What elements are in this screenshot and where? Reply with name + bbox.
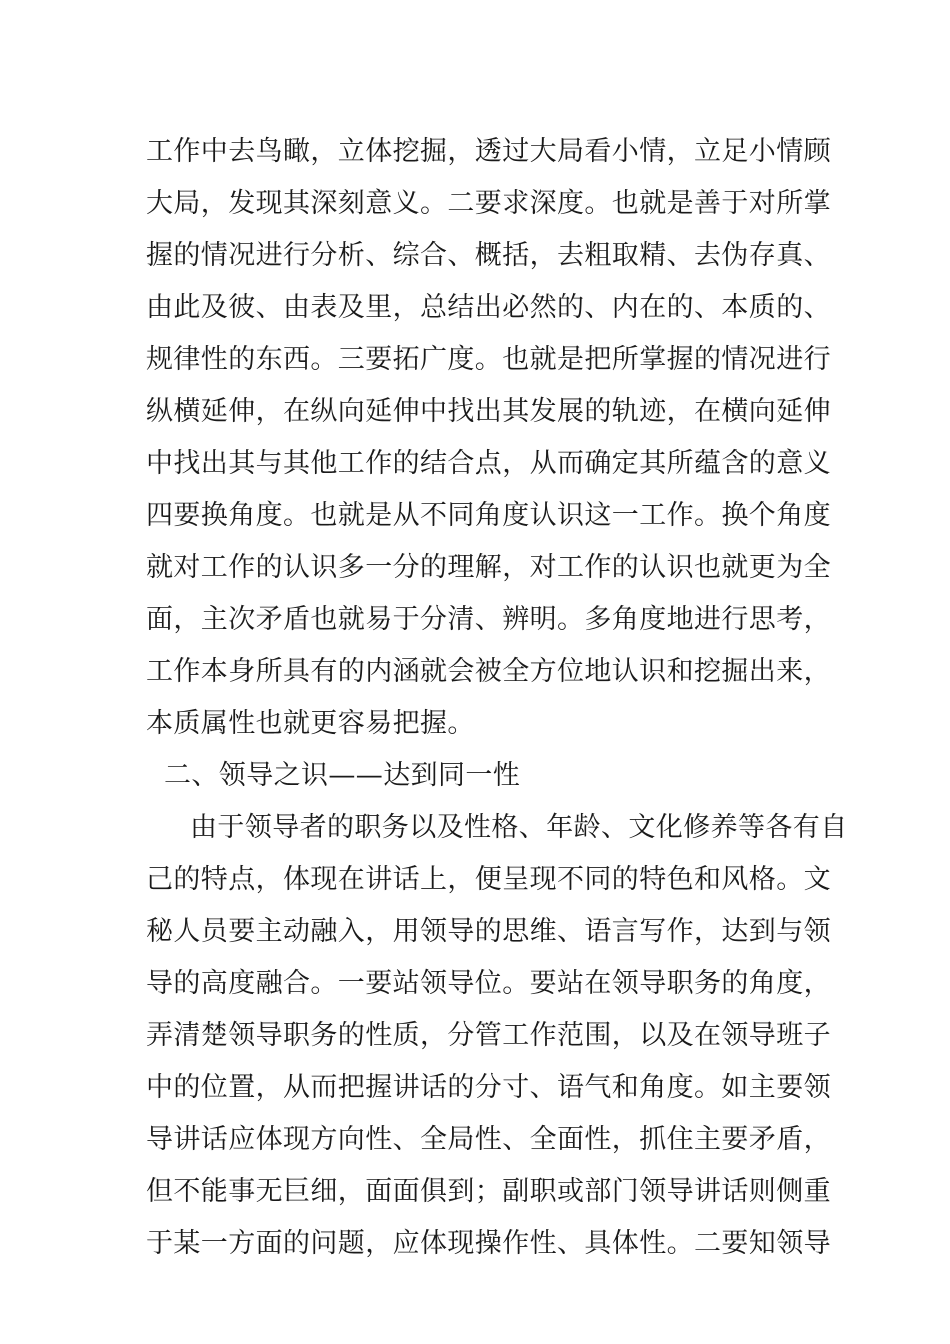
- text-line-18: 弄清楚领导职务的性质，分管工作范围，以及在领导班子: [146, 1020, 831, 1051]
- text-line-17: 导的高度融合。一要站领导位。要站在领导职务的角度，: [146, 968, 831, 999]
- text-line-10: 面，主次矛盾也就易于分清、辨明。多角度地进行思考，: [146, 604, 831, 635]
- text-line-14: 由于领导者的职务以及性格、年龄、文化修养等各有自: [190, 812, 848, 843]
- text-line-9: 就对工作的认识多一分的理解，对工作的认识也就更为全: [146, 552, 831, 583]
- text-line-15: 己的特点，体现在讲话上，便呈现不同的特色和风格。文: [146, 864, 831, 895]
- text-line-21: 但不能事无巨细，面面俱到；副职或部门领导讲话则侧重: [146, 1176, 831, 1207]
- text-line-22: 于某一方面的问题，应体现操作性、具体性。二要知领导: [146, 1228, 831, 1259]
- section-heading: 二、领导之识——达到同一性: [164, 760, 521, 791]
- text-line-2: 大局，发现其深刻意义。二要求深度。也就是善于对所掌: [146, 188, 831, 219]
- body-text: [146, 126, 848, 1270]
- text-line-16: 秘人员要主动融入，用领导的思维、语言写作，达到与领: [146, 916, 831, 947]
- text-line-8: 四要换角度。也就是从不同角度认识这一工作。换个角度: [146, 500, 831, 531]
- text-line-11: 工作本身所具有的内涵就会被全方位地认识和挖掘出来，: [146, 656, 831, 687]
- text-line-20: 导讲话应体现方向性、全局性、全面性，抓住主要矛盾，: [146, 1124, 831, 1155]
- text-line-6: 纵横延伸，在纵向延伸中找出其发展的轨迹，在横向延伸: [146, 396, 831, 427]
- text-line-7: 中找出其与其他工作的结合点，从而确定其所蕴含的意义: [146, 448, 831, 479]
- text-line-3: 握的情况进行分析、综合、概括，去粗取精、去伪存真、: [146, 240, 831, 271]
- text-line-5: 规律性的东西。三要拓广度。也就是把所掌握的情况进行: [146, 344, 831, 375]
- text-line-19: 中的位置，从而把握讲话的分寸、语气和角度。如主要领: [146, 1072, 831, 1103]
- text-line-12: 本质属性也就更容易把握。: [146, 708, 475, 739]
- text-line-4: 由此及彼、由表及里，总结出必然的、内在的、本质的、: [146, 292, 831, 323]
- text-line-1: 工作中去鸟瞰，立体挖掘，透过大局看小情，立足小情顾: [146, 136, 831, 167]
